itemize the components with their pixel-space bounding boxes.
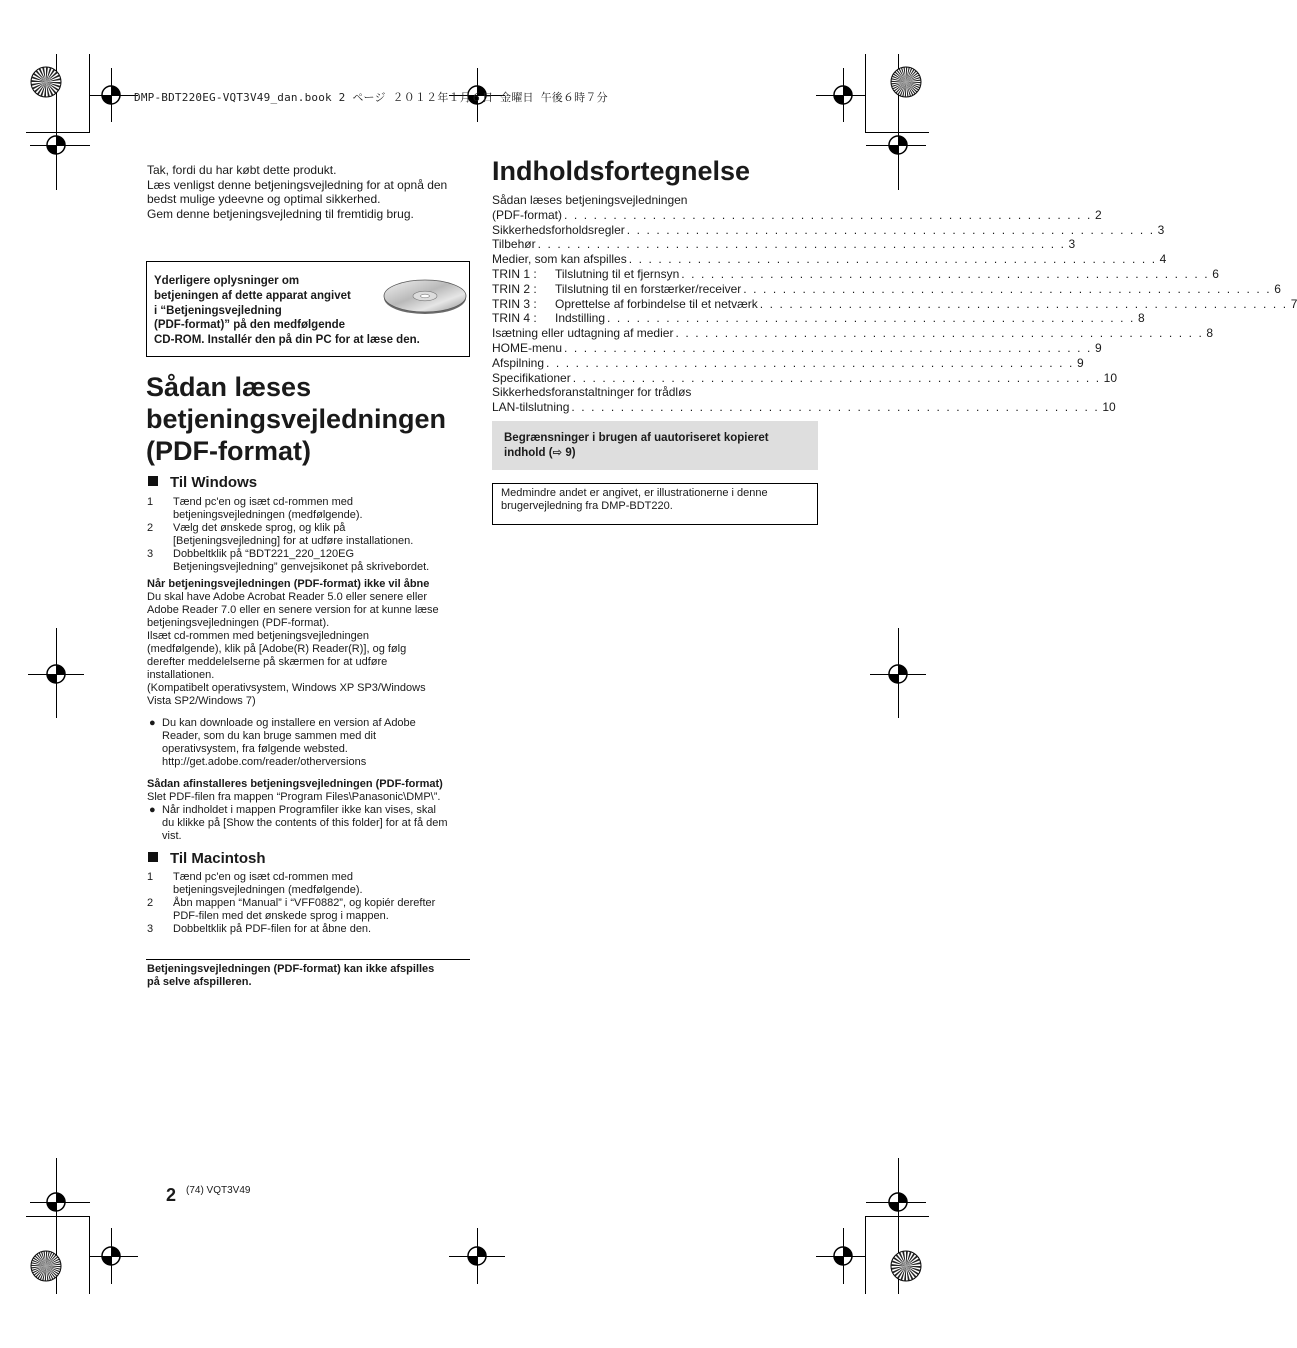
toc-entry-text: Indstilling [555,311,606,326]
starburst-target-icon [890,1250,922,1282]
bullet-dot-icon: ● [149,804,156,816]
toc-entry-text: LAN-tilslutning [492,400,570,415]
note-line: Medmindre andet er angivet, er illustrationerne i denne [501,487,768,499]
toc-entry-text: Oprettelse af forbindelse til et netværk [555,296,758,311]
windows-heading-label: Til Windows [170,474,258,491]
step-line: betjeningsvejledningen (medfølgende). [173,884,363,896]
toc-entry-text: (PDF-format) [492,207,562,222]
windows-steps [147,496,477,843]
uninstall-heading: Sådan afinstalleres betjeningsvejledningen (PDF-format) [147,778,443,790]
toc-entry-label [492,311,605,326]
bullet-dot-icon: ● [149,717,156,729]
paragraph-line: Ilsæt cd-rommen med betjeningsvejledningen [147,630,369,642]
registration-mark-icon [830,82,856,108]
paragraph-line: Slet PDF-filen fra mappen “Program Files\Panasonic\DMP\”. [147,791,441,803]
print-file-header: DMP-BDT220EG-VQT3V49_dan.book 2 ページ ２０１２年１月６日 金曜日 午後６時７分 [134,91,608,104]
toc-leader-dots: . . . . . . . . . . . . . . . . . . . . . . . . . . . . . . . . . . . . . . . . . . . . . . . . . . . . . . [572,370,1101,385]
adobe-url[interactable]: http://get.adobe.com/reader/otherversions [162,756,367,768]
registration-mark-icon [43,661,69,687]
toc-entry-label [492,341,562,356]
title-line: Sådan læses [146,372,312,402]
step-line: Tænd pc'en og isæt cd-rommen med [173,871,354,883]
windows-step [147,496,477,522]
title-line: (PDF-format) [146,436,311,466]
step-number: 3 [147,548,154,560]
cd-rom-disc-icon [383,276,467,316]
cdrom-info-box [146,261,470,357]
toc-entry-label [492,385,691,400]
intro-text [147,163,477,222]
toc-page-number: 8 [1137,311,1145,326]
toc-entry-label [492,267,679,282]
toc-entry-text: Sådan læses betjeningsvejledningen [492,193,688,207]
step-number: 1 [147,871,154,883]
step-line: betjeningsvejledningen (medfølgende). [173,509,363,521]
toc-entry-label [492,326,673,341]
toc-leader-dots: . . . . . . . . . . . . . . . . . . . . . . . . . . . . . . . . . . . . . . . . . . . . . . . . . . . . . . [743,281,1272,296]
toc-page-number: 4 [1159,252,1167,267]
toc-entry-label [492,400,569,415]
toc-entry-text: Medier, som kan afspilles [492,252,627,267]
toc-entry[interactable] [492,281,1281,297]
info-line: CD-ROM. Installér den på din PC for at læse den. [154,334,420,347]
intro-line: Gem denne betjeningsvejledning til fremtidig brug. [147,207,414,222]
step-line: Betjeningsvejledning” genvejsikonet på skrivebordet. [173,561,430,573]
toc-entry[interactable] [492,207,1102,223]
info-line: betjeningen af dette apparat angivet [154,289,351,302]
intro-line: Tak, fordi du har købt dette produkt. [147,163,337,177]
bullet-line: vist. [162,830,182,842]
bottom-note [147,963,434,989]
page-title [146,371,446,467]
starburst-target-icon [890,66,922,98]
toc-leader-dots: . . . . . . . . . . . . . . . . . . . . . . . . . . . . . . . . . . . . . . . . . . . . . . . . . . . . . . [546,355,1074,370]
step-number: 2 [147,522,154,534]
intro-line: bedst mulige ydeevne og optimal sikkerhed. [147,192,381,207]
toc-entry-label [492,282,741,297]
paragraph-line: betjeningsvejledningen (PDF-format). [147,617,330,629]
mac-step [147,871,477,897]
toc-entry[interactable] [492,311,1145,326]
toc-leader-dots: . . . . . . . . . . . . . . . . . . . . . . . . . . . . . . . . . . . . . . . . . . . . . . . . . . . . . . [626,222,1155,237]
toc-entry-text: Tilbehør [492,237,536,252]
square-bullet-icon [148,852,158,862]
title-line: betjeningsvejledningen [146,404,447,434]
registration-mark-icon [885,661,911,687]
toc-entry[interactable] [492,385,818,400]
paragraph-line: Vista SP2/Windows 7) [147,695,256,707]
table-of-contents [492,193,1297,415]
starburst-target-icon [30,66,62,98]
registration-mark-icon [43,132,69,158]
registration-mark-icon [464,1243,490,1269]
toc-entry-label [492,237,536,252]
toc-entry-label [492,252,627,267]
toc-entry[interactable] [492,266,1219,282]
step-line: Dobbeltklik på “BDT221_220_120EG [173,548,355,560]
toc-entry-label [492,356,544,371]
toc-leader-dots: . . . . . . . . . . . . . . . . . . . . . . . . . . . . . . . . . . . . . . . . . . . . . . . . . . . . . . [564,340,1092,355]
toc-page-number: 3 [1157,222,1165,237]
step-line: Dobbeltklik på PDF-filen for at åbne den. [173,923,372,935]
toc-step-prefix: TRIN 2 : [492,281,537,296]
toc-step-prefix: TRIN 3 : [492,296,537,311]
info-line: Yderligere oplysninger om [154,275,300,287]
toc-page-number: 7 [1290,296,1297,311]
registration-mark-icon [885,132,911,158]
info-line: (PDF-format)” på den medfølgende [154,319,346,332]
windows-step [147,548,477,574]
toc-title: Indholdsfortegnelse [492,156,751,186]
bullet-line: Du kan downloade og installere en version af Adobe [162,717,416,729]
illustration-note-box [492,483,818,525]
windows-heading [148,474,257,491]
toc-entry[interactable] [492,222,1165,238]
bullet-line: Reader, som du kan bruge sammen med dit [162,730,377,742]
toc-page-number: 10 [1102,400,1116,415]
toc-entry[interactable] [492,252,1167,267]
toc-entry-label [492,371,571,386]
toc-page-number: 6 [1274,281,1281,296]
windows-step [147,522,477,548]
square-bullet-icon [148,476,158,486]
registration-mark-icon [98,1243,124,1269]
paragraph-line: derefter meddelelserne på skærmen for at udføre [147,656,388,668]
toc-page-number: 3 [1068,237,1076,252]
uninstall-bullet [147,804,477,843]
toc-entry-text: Tilslutning til en forstærker/receiver [555,281,742,296]
cdrom-info-text [154,274,420,348]
page-number: 2 [166,1185,177,1205]
page-reference: (74) VQT3V49 [186,1185,251,1196]
toc-entry[interactable] [492,400,1116,415]
toc-entry-label [492,193,687,208]
toc-entry[interactable] [492,355,1084,371]
step-number: 1 [147,496,154,508]
toc-entry[interactable] [492,370,1118,386]
mac-heading [148,850,266,867]
toc-entry[interactable] [492,237,1076,252]
toc-entry-text: Specifikationer [492,370,571,385]
toc-leader-dots: . . . . . . . . . . . . . . . . . . . . . . . . . . . . . . . . . . . . . . . . . . . . . . . . . . . . . . [607,311,1135,326]
registration-mark-icon [885,1189,911,1215]
registration-mark-icon [43,1189,69,1215]
toc-step-prefix: TRIN 1 : [492,266,537,281]
restriction-line: Begrænsninger i brugen af uautoriseret kopieret [504,432,769,444]
toc-page-number: 9 [1076,355,1084,370]
toc-leader-dots: . . . . . . . . . . . . . . . . . . . . . . . . . . . . . . . . . . . . . . . . . . . . . . . . . . . . . . [681,266,1210,281]
toc-leader-dots: . . . . . . . . . . . . . . . . . . . . . . . . . . . . . . . . . . . . . . . . . . . . . . . . . . . . . . [759,296,1288,311]
bullet-line: operativsystem, fra følgende websted. [162,743,348,755]
toc-entry-text: HOME-menu [492,340,563,355]
toc-leader-dots: . . . . . . . . . . . . . . . . . . . . . . . . . . . . . . . . . . . . . . . . . . . . . . . . . . . . . . [675,326,1204,341]
registration-mark-icon [830,1243,856,1269]
registration-mark-icon [98,82,124,108]
toc-leader-dots: . . . . . . . . . . . . . . . . . . . . . . . . . . . . . . . . . . . . . . . . . . . . . . . . . . . . . . [571,400,1100,415]
bullet-line: Når indholdet i mappen Programfiler ikke kan vises, skal [162,804,436,816]
toc-page-number: 9 [1094,340,1102,355]
toc-entry-label [492,208,562,223]
step-line: [Betjeningsvejledning] for at udføre installationen. [173,535,414,547]
paragraph-line: installationen. [147,669,215,681]
paragraph-line: Adobe Reader 7.0 eller en senere version for at kunne læse [147,604,439,616]
toc-leader-dots: . . . . . . . . . . . . . . . . . . . . . . . . . . . . . . . . . . . . . . . . . . . . . . . . . . . . . . [537,237,1066,252]
toc-entry-label [492,297,758,312]
mac-steps [147,871,477,936]
toc-entry-text: Isætning eller udtagning af medier [492,326,674,341]
note-line: på selve afspilleren. [147,976,252,988]
toc-page-number: 8 [1206,326,1214,341]
step-number: 2 [147,897,154,909]
toc-entry-label [492,223,625,238]
mac-step [147,897,477,923]
adobe-download-bullet [147,717,477,769]
mac-step [147,923,477,936]
toc-entry-text: Afspilning [492,355,545,370]
toc-leader-dots: . . . . . . . . . . . . . . . . . . . . . . . . . . . . . . . . . . . . . . . . . . . . . . . . . . . . . . [628,252,1157,267]
starburst-target-icon [30,1250,62,1282]
pdf-not-open-heading: Når betjeningsvejledningen (PDF-format) ikke vil åbne [147,578,430,590]
note-line: brugervejledning fra DMP-BDT220. [501,500,673,512]
toc-page-number: 2 [1094,207,1102,222]
mac-heading-label: Til Macintosh [170,850,266,867]
toc-entry[interactable] [492,296,1297,312]
copy-restriction-box [492,421,818,470]
toc-leader-dots: . . . . . . . . . . . . . . . . . . . . . . . . . . . . . . . . . . . . . . . . . . . . . . . . . . . . . . [564,207,1092,222]
divider [146,959,470,960]
paragraph-line: (Kompatibelt operativsystem, Windows XP SP3/Windows [147,682,426,694]
restriction-line[interactable]: indhold (⇨ 9) [504,447,576,459]
toc-entry-text: Sikkerhedsforanstaltninger for trådløs [492,385,692,400]
intro-line: Læs venligst denne betjeningsvejledning for at opnå den [147,177,448,192]
toc-entry-text: Tilslutning til et fjernsyn [555,266,680,281]
toc-page-number: 10 [1103,370,1118,385]
info-line: i “Betjeningsvejledning [154,304,282,317]
toc-entry-text: Sikkerhedsforholdsregler [492,222,625,237]
step-line: Vælg det ønskede sprog, og klik på [173,522,346,534]
toc-entry[interactable] [492,326,1214,341]
step-line: Tænd pc'en og isæt cd-rommen med [173,496,354,508]
toc-entry[interactable] [492,340,1102,356]
step-number: 3 [147,923,154,935]
paragraph-line: Du skal have Adobe Acrobat Reader 5.0 eller senere eller [147,591,428,603]
step-line: PDF-filen med det ønskede sprog i mappen. [173,910,389,922]
note-line: Betjeningsvejledningen (PDF-format) kan ikke afspilles [147,963,435,975]
paragraph-line: (medfølgende), klik på [Adobe(R) Reader(R)], og følg [147,643,407,655]
toc-entry[interactable] [492,193,818,208]
toc-page-number: 6 [1212,266,1219,281]
toc-step-prefix: TRIN 4 : [492,311,537,326]
bullet-line: du klikke på [Show the contents of this folder] for at få dem [162,817,448,829]
step-line: Åbn mappen “Manual” i “VFF0882”, og kopiér derefter [173,897,436,909]
